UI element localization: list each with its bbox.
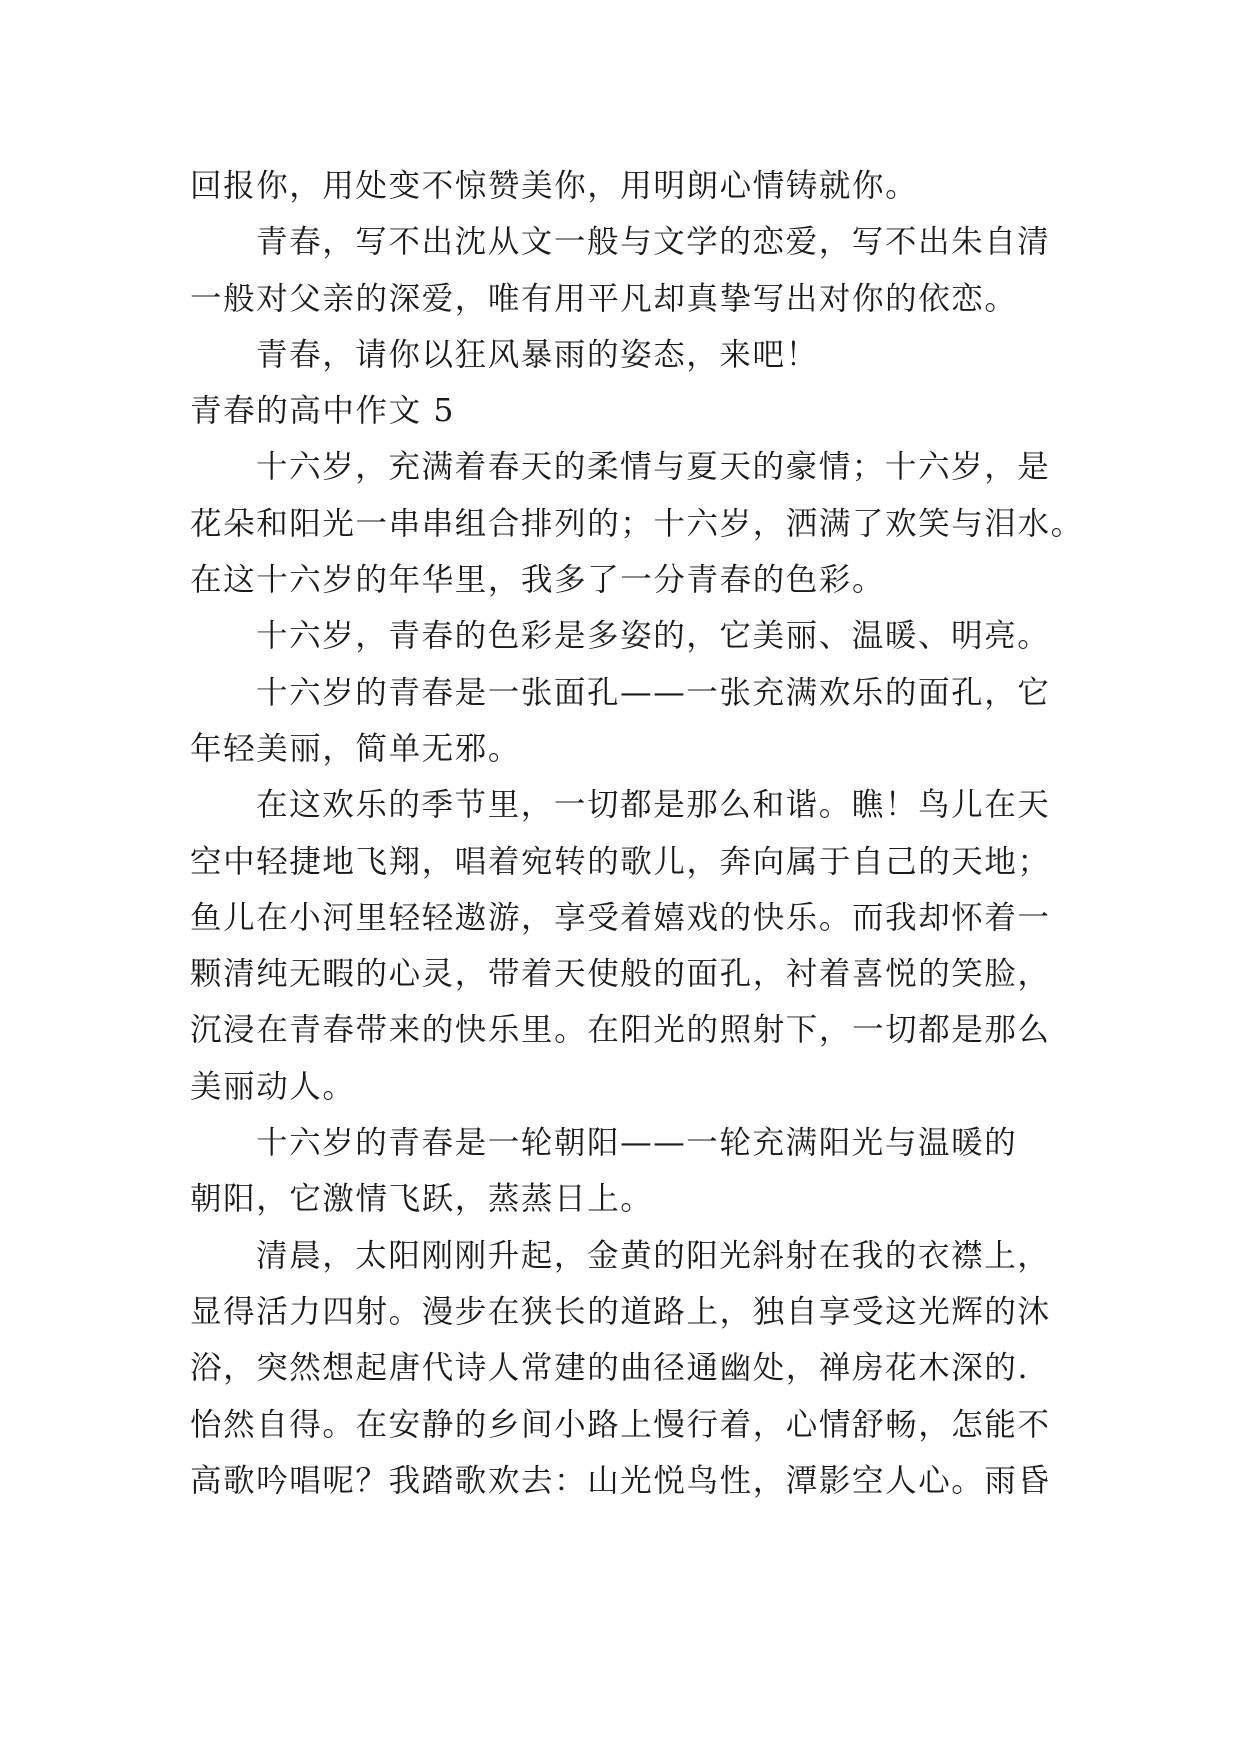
text-line: 十六岁的青春是一张面孔——一张充满欢乐的面孔，它 <box>256 674 1051 711</box>
text-line: 回报你，用处变不惊赞美你，用明朗心情铸就你。 <box>190 168 919 204</box>
text-line: 十六岁，充满着春天的柔情与夏天的豪情；十六岁，是 <box>256 449 1051 486</box>
text-line: 空中轻捷地飞翔，唱着宛转的歌儿，奔向属于自己的天地； <box>190 843 1051 880</box>
text-line: 鱼儿在小河里轻轻遨游，享受着嬉戏的快乐。而我却怀着一 <box>190 899 1051 936</box>
text-line: 怡然自得。在安静的乡间小路上慢行着，心情舒畅，怎能不 <box>190 1406 1051 1443</box>
text-line: 十六岁，青春的色彩是多姿的，它美丽、温暖、明亮。 <box>256 618 1051 655</box>
text-line: 花朵和阳光一串串组合排列的；十六岁，洒满了欢笑与泪水。 <box>190 505 1084 542</box>
document-body <box>190 158 1084 1509</box>
text-line: 颗清纯无暇的心灵，带着天使般的面孔，衬着喜悦的笑脸， <box>190 956 1051 993</box>
text-line: 清晨，太阳刚刚升起，金黄的阳光斜射在我的衣襟上， <box>256 1237 1051 1274</box>
text-line: 高歌吟唱呢？我踏歌欢去：山光悦鸟性，潭影空人心。雨昏 <box>190 1462 1051 1499</box>
text-line: 青春，写不出沈从文一般与文学的恋爱，写不出朱自清 <box>256 224 1051 261</box>
text-line: 在这欢乐的季节里，一切都是那么和谐。瞧！鸟儿在天 <box>256 787 1051 824</box>
text-line: 沉浸在青春带来的快乐里。在阳光的照射下，一切都是那么 <box>190 1012 1051 1049</box>
text-line: 一般对父亲的深爱，唯有用平凡却真挚写出对你的依恋。 <box>190 280 1018 317</box>
text-line: 显得活力四射。漫步在狭长的道路上，独自享受这光辉的沐 <box>190 1293 1051 1330</box>
text-line: 年轻美丽，简单无邪。 <box>190 730 522 767</box>
text-line: 浴，突然想起唐代诗人常建的曲径通幽处，禅房花木深的. <box>190 1350 1030 1387</box>
text-line: 美丽动人。 <box>190 1068 356 1105</box>
text-line: 青春，请你以狂风暴雨的姿态，来吧！ <box>256 336 819 373</box>
section-heading: 青春的高中作文 5 <box>190 393 455 430</box>
text-line: 十六岁的青春是一轮朝阳——一轮充满阳光与温暖的 <box>256 1125 1018 1162</box>
text-line: 朝阳，它激情飞跃，蒸蒸日上。 <box>190 1181 654 1218</box>
text-line: 在这十六岁的年华里，我多了一分青春的色彩。 <box>190 562 886 599</box>
